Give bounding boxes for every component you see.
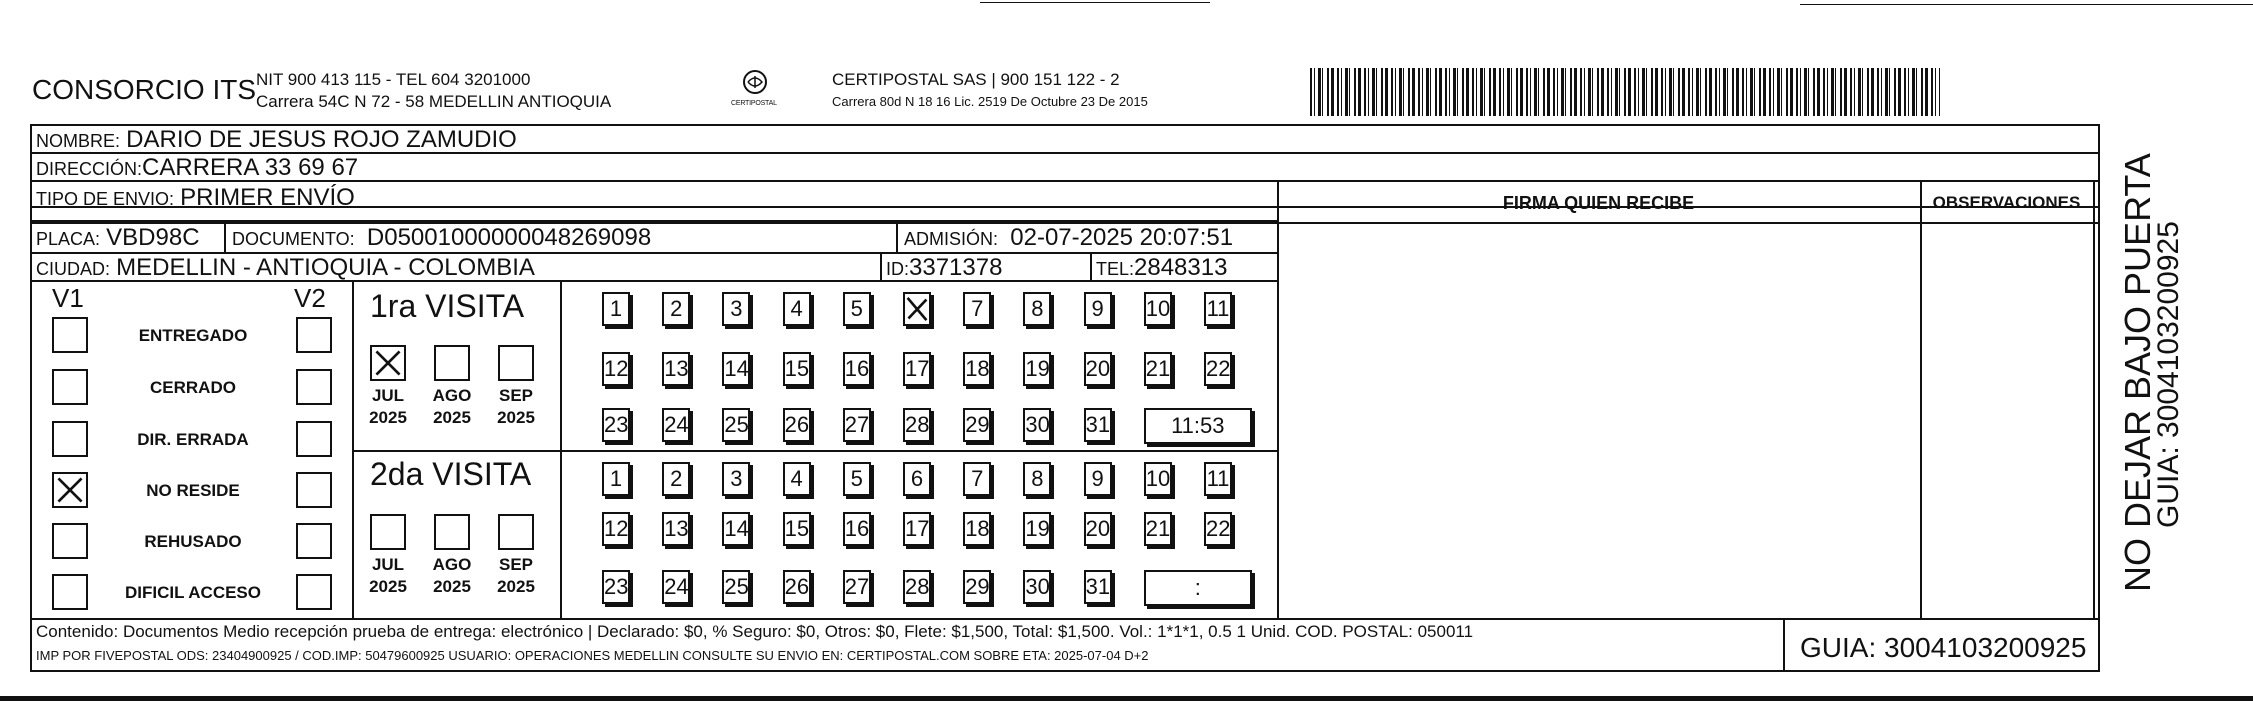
status-divider [352, 280, 354, 618]
first-day-box[interactable]: 4 [783, 292, 811, 326]
first-day-box[interactable]: 2 [662, 292, 690, 326]
id-field: ID:3371378 [886, 254, 1003, 281]
second-day-box[interactable]: 21 [1144, 512, 1172, 546]
admision-field: ADMISIÓN: 02-07-2025 20:07:51 [904, 224, 1234, 251]
second-day-box[interactable]: 18 [963, 512, 991, 546]
v1-checkbox[interactable] [52, 574, 88, 610]
second-year-label: 2025 [369, 577, 407, 596]
first-day-box[interactable]: 18 [963, 352, 991, 386]
status-label: REHUSADO [144, 532, 242, 551]
footer-divider [30, 618, 2100, 620]
first-day-box[interactable]: 31 [1084, 408, 1112, 442]
first-day-box[interactable]: 26 [783, 408, 811, 442]
second-day-box[interactable]: 20 [1084, 512, 1112, 546]
first-day-box[interactable]: 27 [843, 408, 871, 442]
first-day-box[interactable]: 24 [662, 408, 690, 442]
second-day-box[interactable]: 12 [602, 512, 630, 546]
status-label: ENTREGADO [138, 326, 248, 345]
status-label: DIR. ERRADA [137, 430, 249, 449]
second-day-box[interactable]: 28 [903, 570, 931, 604]
first-year-label: 2025 [497, 408, 535, 427]
second-day-box[interactable]: 6 [903, 462, 931, 496]
first-day-box[interactable]: 3 [722, 292, 750, 326]
second-day-box[interactable]: 19 [1023, 512, 1051, 546]
first-day-box[interactable]: 10 [1144, 292, 1172, 326]
second-day-box[interactable]: 24 [662, 570, 690, 604]
first-day-box[interactable]: 8 [1023, 292, 1051, 326]
scan-edge-top-right [1800, 4, 2253, 5]
v1-header: V1 [52, 283, 84, 313]
second-day-box[interactable]: 16 [843, 512, 871, 546]
side-warning: NO DEJAR BAJO PUERTA [2117, 153, 2158, 592]
first-day-box[interactable]: 29 [963, 408, 991, 442]
footer-imprint: IMP POR FIVEPOSTAL ODS: 23404900925 / COD.IMP: 50479600925 USUARIO: OPERACIONES MEDELLIN CONSULTE SU ENVIO EN: CERTIPOSTAL.COM SOBRE ETA: 2025-07-04 D+2 [36, 648, 1149, 663]
first-day-box[interactable]: 15 [783, 352, 811, 386]
col-divider [2093, 180, 2095, 618]
first-year-label: 2025 [433, 408, 471, 427]
row-divider [30, 220, 1277, 222]
logo-text: CERTIPOSTAL [731, 100, 777, 107]
v2-checkbox[interactable] [296, 472, 332, 508]
visit-divider [352, 450, 1277, 452]
first-day-box[interactable]: 9 [1084, 292, 1112, 326]
first-month-label: SEP [498, 386, 534, 405]
first-day-box[interactable]: 5 [843, 292, 871, 326]
second-day-box[interactable]: 17 [903, 512, 931, 546]
observaciones-header: OBSERVACIONES [1932, 193, 2081, 212]
first-day-box[interactable]: 17 [903, 352, 931, 386]
first-day-box[interactable] [903, 292, 931, 326]
v2-checkbox[interactable] [296, 317, 332, 353]
second-day-box[interactable]: 11 [1204, 462, 1232, 496]
second-year-label: 2025 [433, 577, 471, 596]
status-label: CERRADO [150, 378, 236, 397]
second-day-box[interactable]: 13 [662, 512, 690, 546]
first-month-checkbox[interactable] [434, 345, 470, 381]
second-day-box[interactable]: 10 [1144, 462, 1172, 496]
first-day-box[interactable]: 11 [1204, 292, 1232, 326]
first-day-box[interactable]: 28 [903, 408, 931, 442]
status-label: DIFICIL ACCESO [124, 583, 261, 602]
carrier-address: Carrera 80d N 18 16 Lic. 2519 De Octubre 23 De 2015 [832, 94, 1148, 109]
second-day-box[interactable]: 9 [1084, 462, 1112, 496]
second-time-box[interactable]: : [1144, 570, 1252, 606]
days-divider [560, 280, 562, 618]
second-month-checkbox[interactable] [498, 514, 534, 550]
id-divider [880, 252, 882, 280]
v2-header: V2 [294, 283, 326, 313]
footer-contents: Contenido: Documentos Medio recepción prueba de entrega: electrónico | Declarado: $0, % Seguro: $0, Otros: $0, Flete: $1,500, Total: $1,500. Vol.: 1*1*1, 0.5 1 Unid. COD. POSTAL: 050011 [36, 622, 1474, 641]
first-year-label: 2025 [369, 408, 407, 427]
second-day-box[interactable]: 25 [722, 570, 750, 604]
second-month-label: JUL [371, 555, 405, 574]
first-month-checkbox[interactable] [370, 345, 406, 381]
second-day-box[interactable]: 4 [783, 462, 811, 496]
v1-checkbox[interactable] [52, 369, 88, 405]
company-name: CONSORCIO ITS [32, 74, 257, 105]
side-guia: GUIA: 3004103200925 [2152, 221, 2185, 528]
v2-checkbox[interactable] [296, 369, 332, 405]
direccion-field: DIRECCIÓN:CARRERA 33 69 67 [36, 154, 359, 181]
second-day-box[interactable]: 7 [963, 462, 991, 496]
first-day-box[interactable]: 13 [662, 352, 690, 386]
second-day-box[interactable]: 15 [783, 512, 811, 546]
second-day-box[interactable]: 1 [602, 462, 630, 496]
status-label: NO RESIDE [146, 481, 240, 500]
tel-divider [1090, 252, 1092, 280]
second-day-box[interactable]: 31 [1084, 570, 1112, 604]
second-day-box[interactable]: 29 [963, 570, 991, 604]
v2-checkbox[interactable] [296, 421, 332, 457]
company-nit: NIT 900 413 115 - TEL 604 3201000 [256, 70, 531, 89]
first-month-label: AGO [432, 386, 472, 405]
second-day-box[interactable]: 27 [843, 570, 871, 604]
first-day-box[interactable]: 22 [1204, 352, 1232, 386]
first-day-box[interactable]: 12 [602, 352, 630, 386]
nombre-field: NOMBRE: DARIO DE JESUS ROJO ZAMUDIO [36, 126, 517, 153]
placa-field: PLACA: VBD98C [36, 224, 200, 251]
second-day-box[interactable]: 8 [1023, 462, 1051, 496]
first-day-box[interactable]: 16 [843, 352, 871, 386]
second-month-checkbox[interactable] [370, 514, 406, 550]
first-day-box[interactable]: 30 [1023, 408, 1051, 442]
v1-checkbox[interactable] [52, 472, 88, 508]
second-day-box[interactable]: 3 [722, 462, 750, 496]
first-day-box[interactable]: 1 [602, 292, 630, 326]
second-day-box[interactable]: 22 [1204, 512, 1232, 546]
second-day-box[interactable]: 26 [783, 570, 811, 604]
placa-divider [224, 222, 226, 252]
footer-guia: GUIA: 3004103200925 [1800, 632, 2087, 663]
ciudad-field: CIUDAD: MEDELLIN - ANTIOQUIA - COLOMBIA [36, 254, 535, 281]
first-day-box[interactable]: 20 [1084, 352, 1112, 386]
scan-edge-bottom [0, 696, 2253, 701]
admision-divider [896, 222, 898, 252]
v1-checkbox[interactable] [52, 317, 88, 353]
second-day-box[interactable]: 23 [602, 570, 630, 604]
first-day-box[interactable]: 25 [722, 408, 750, 442]
second-month-label: SEP [498, 555, 534, 574]
first-day-box[interactable]: 7 [963, 292, 991, 326]
second-month-label: AGO [432, 555, 472, 574]
first-month-checkbox[interactable] [498, 345, 534, 381]
first-day-box[interactable]: 19 [1023, 352, 1051, 386]
carrier-name: CERTIPOSTAL SAS | 900 151 122 - 2 [832, 70, 1120, 89]
barcode [1310, 68, 1940, 116]
firma-header: FIRMA QUIEN RECIBE [1502, 193, 1695, 213]
tel-field: TEL:2848313 [1096, 254, 1228, 281]
documento-field: DOCUMENTO: D05001000000048269098 [232, 224, 652, 251]
v1-checkbox[interactable] [52, 523, 88, 559]
tipo-envio-field: TIPO DE ENVIO: PRIMER ENVÍO [36, 184, 355, 211]
v1-checkbox[interactable] [52, 421, 88, 457]
guia-divider [1783, 618, 1785, 672]
scan-edge-top [980, 2, 1210, 3]
second-day-box[interactable]: 2 [662, 462, 690, 496]
second-day-box[interactable]: 5 [843, 462, 871, 496]
first-day-box[interactable]: 23 [602, 408, 630, 442]
second-day-box[interactable]: 14 [722, 512, 750, 546]
first-time-box[interactable]: 11:53 [1144, 408, 1252, 444]
col-divider [1277, 180, 1279, 618]
first-visit-title: 1ra VISITA [370, 288, 525, 324]
second-visit-title: 2da VISITA [370, 456, 532, 492]
first-day-box[interactable]: 21 [1144, 352, 1172, 386]
second-day-box[interactable]: 30 [1023, 570, 1051, 604]
company-address: Carrera 54C N 72 - 58 MEDELLIN ANTIOQUIA [256, 92, 612, 111]
second-month-checkbox[interactable] [434, 514, 470, 550]
v2-checkbox[interactable] [296, 523, 332, 559]
second-year-label: 2025 [497, 577, 535, 596]
col-divider [1920, 180, 1922, 618]
first-month-label: JUL [371, 386, 405, 405]
first-day-box[interactable]: 14 [722, 352, 750, 386]
v2-checkbox[interactable] [296, 574, 332, 610]
